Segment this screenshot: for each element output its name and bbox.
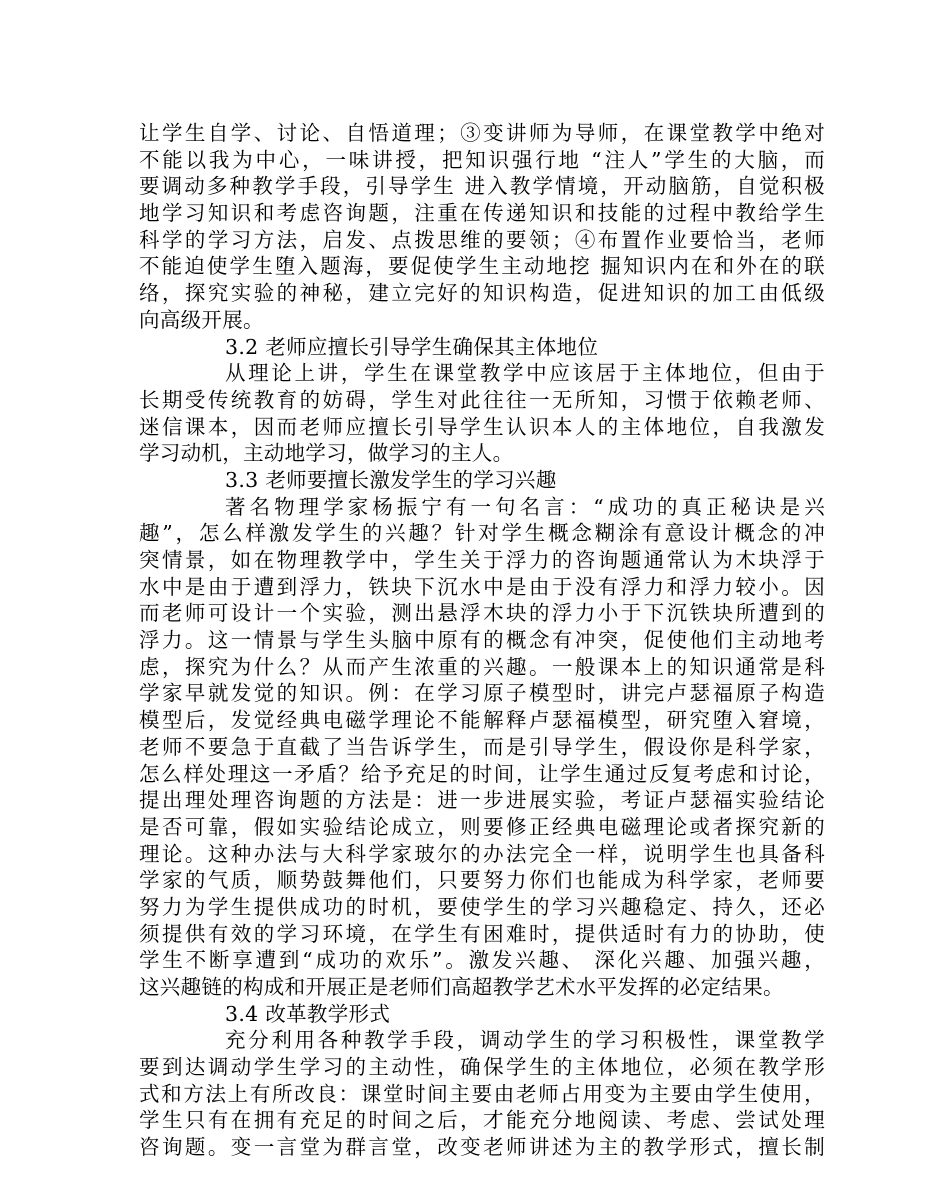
text-line: 老师不要急于直截了当告诉学生，而是引导学生，假设你是科学家，: [139, 734, 825, 759]
document-page: [139, 120, 825, 1161]
text-line: 学习动机，主动地学习，做学习的主人。: [139, 441, 514, 466]
section-3-4: [139, 1001, 825, 1161]
text-line: 长期受传统教育的妨碍，学生对此往往一无所知，习惯于依赖老师、: [139, 387, 825, 412]
text-line: 努力为学生提供成功的时机，要使学生的学习兴趣稳定、持久，还必: [139, 894, 825, 919]
section-heading: 3.4 改革教学形式: [225, 1001, 391, 1026]
text-line: 学家的气质，顺势鼓舞他们，只要努力你们也能成为科学家，老师要: [139, 868, 825, 893]
text-line: 虑，探究为什么？从而产生浓重的兴趣。一般课本上的知识通常是科: [139, 654, 825, 679]
section-3-3: [139, 467, 825, 1001]
text-line: 式和方法上有所改良：课堂时间主要由老师占用变为主要由学生使用，: [139, 1081, 825, 1106]
text-line: 而老师可设计一个实验，测出悬浮木块的浮力小于下沉铁块所遭到的: [139, 601, 825, 626]
text-line: 充分利用各种教学手段，调动学生的学习积极性，课堂教学: [225, 1028, 825, 1053]
text-line: 这兴趣链的构成和开展正是老师们高超教学艺术水平发挥的必定结果。: [139, 975, 784, 999]
text-line: 学家早就发觉的知识。例：在学习原子模型时，讲完卢瑟福原子构造: [139, 681, 825, 706]
text-line: 趣”，怎么样激发学生的兴趣？针对学生概念糊涂有意设计概念的冲: [139, 521, 825, 546]
text-line: 从理论上讲，学生在课堂教学中应该居于主体地位，但由于: [225, 361, 825, 386]
text-line: 提出理处理咨询题的方法是：进一步进展实验，考证卢瑟福实验结论: [139, 788, 825, 813]
text-line: 怎么样处理这一矛盾？给予充足的时间，让学生通过反复考虑和讨论，: [139, 761, 825, 786]
text-line: 学生不断享遭到“成功的欢乐”。激发兴趣、 深化兴趣、加强兴趣，: [139, 948, 825, 973]
text-line: 不能以我为中心，一味讲授，把知识强行地 “注人”学生的大脑，而: [139, 147, 825, 172]
text-line: 要调动多种教学手段，引导学生 进入教学情境，开动脑筋，自觉积极: [139, 174, 825, 199]
text-line: 让学生自学、讨论、自悟道理；③变讲师为导师，在课堂教学中绝对: [139, 121, 825, 145]
section-3-2: [139, 334, 825, 467]
text-line: 浮力。这一情景与学生头脑中原有的概念有冲突，促使他们主动地考: [139, 628, 825, 653]
text-line: 迷信课本，因而老师应擅长引导学生认识本人的主体地位，自我激发: [139, 414, 825, 439]
text-line: 要到达调动学生学习的主动性，确保学生的主体地位，必须在教学形: [139, 1055, 825, 1080]
text-line: 地学习知识和考虑咨询题，注重在传递知识和技能的过程中教给学生: [139, 201, 825, 226]
text-line: 学生只有在拥有充足的时间之后，才能充分地阅读、考虑、尝试处理: [139, 1108, 825, 1133]
text-line: 咨询题。变一言堂为群言堂，改变老师讲述为主的教学形式，擅长制: [139, 1135, 825, 1160]
text-line: 科学的学习方法，启发、点拨思维的要领；④布置作业要恰当，老师: [139, 227, 825, 252]
text-line: 突情景，如在物理教学中，学生关于浮力的咨询题通常认为木块浮于: [139, 548, 825, 572]
text-line: 模型后，发觉经典电磁学理论不能解释卢瑟福模型，研究堕入窘境，: [139, 708, 825, 733]
paragraph-continuation: [139, 120, 825, 334]
section-heading: 3.2 老师应擅长引导学生确保其主体地位: [225, 334, 599, 359]
text-line: 著名物理学家杨振宁有一句名言：“成功的真正秘诀是兴: [225, 494, 825, 519]
text-line: 水中是由于遭到浮力，铁块下沉水中是由于没有浮力和浮力较小。因: [139, 574, 825, 599]
section-heading: 3.3 老师要擅长激发学生的学习兴趣: [225, 467, 557, 492]
text-line: 须提供有效的学习环境，在学生有困难时，提供适时有力的协助，使: [139, 921, 825, 946]
text-line: 不能迫使学生堕入题海，要促使学生主动地挖 掘知识内在和外在的联: [139, 254, 825, 279]
text-line: 是否可靠，假如实验结论成立，则要修正经典电磁理论或者探究新的: [139, 814, 825, 839]
text-line: 向高级开展。: [139, 307, 264, 332]
text-line: 络，探究实验的神秘，建立完好的知识构造，促进知识的加工由低级: [139, 281, 825, 306]
text-line: 理论。这种办法与大科学家玻尔的办法完全一样，说明学生也具备科: [139, 841, 825, 866]
